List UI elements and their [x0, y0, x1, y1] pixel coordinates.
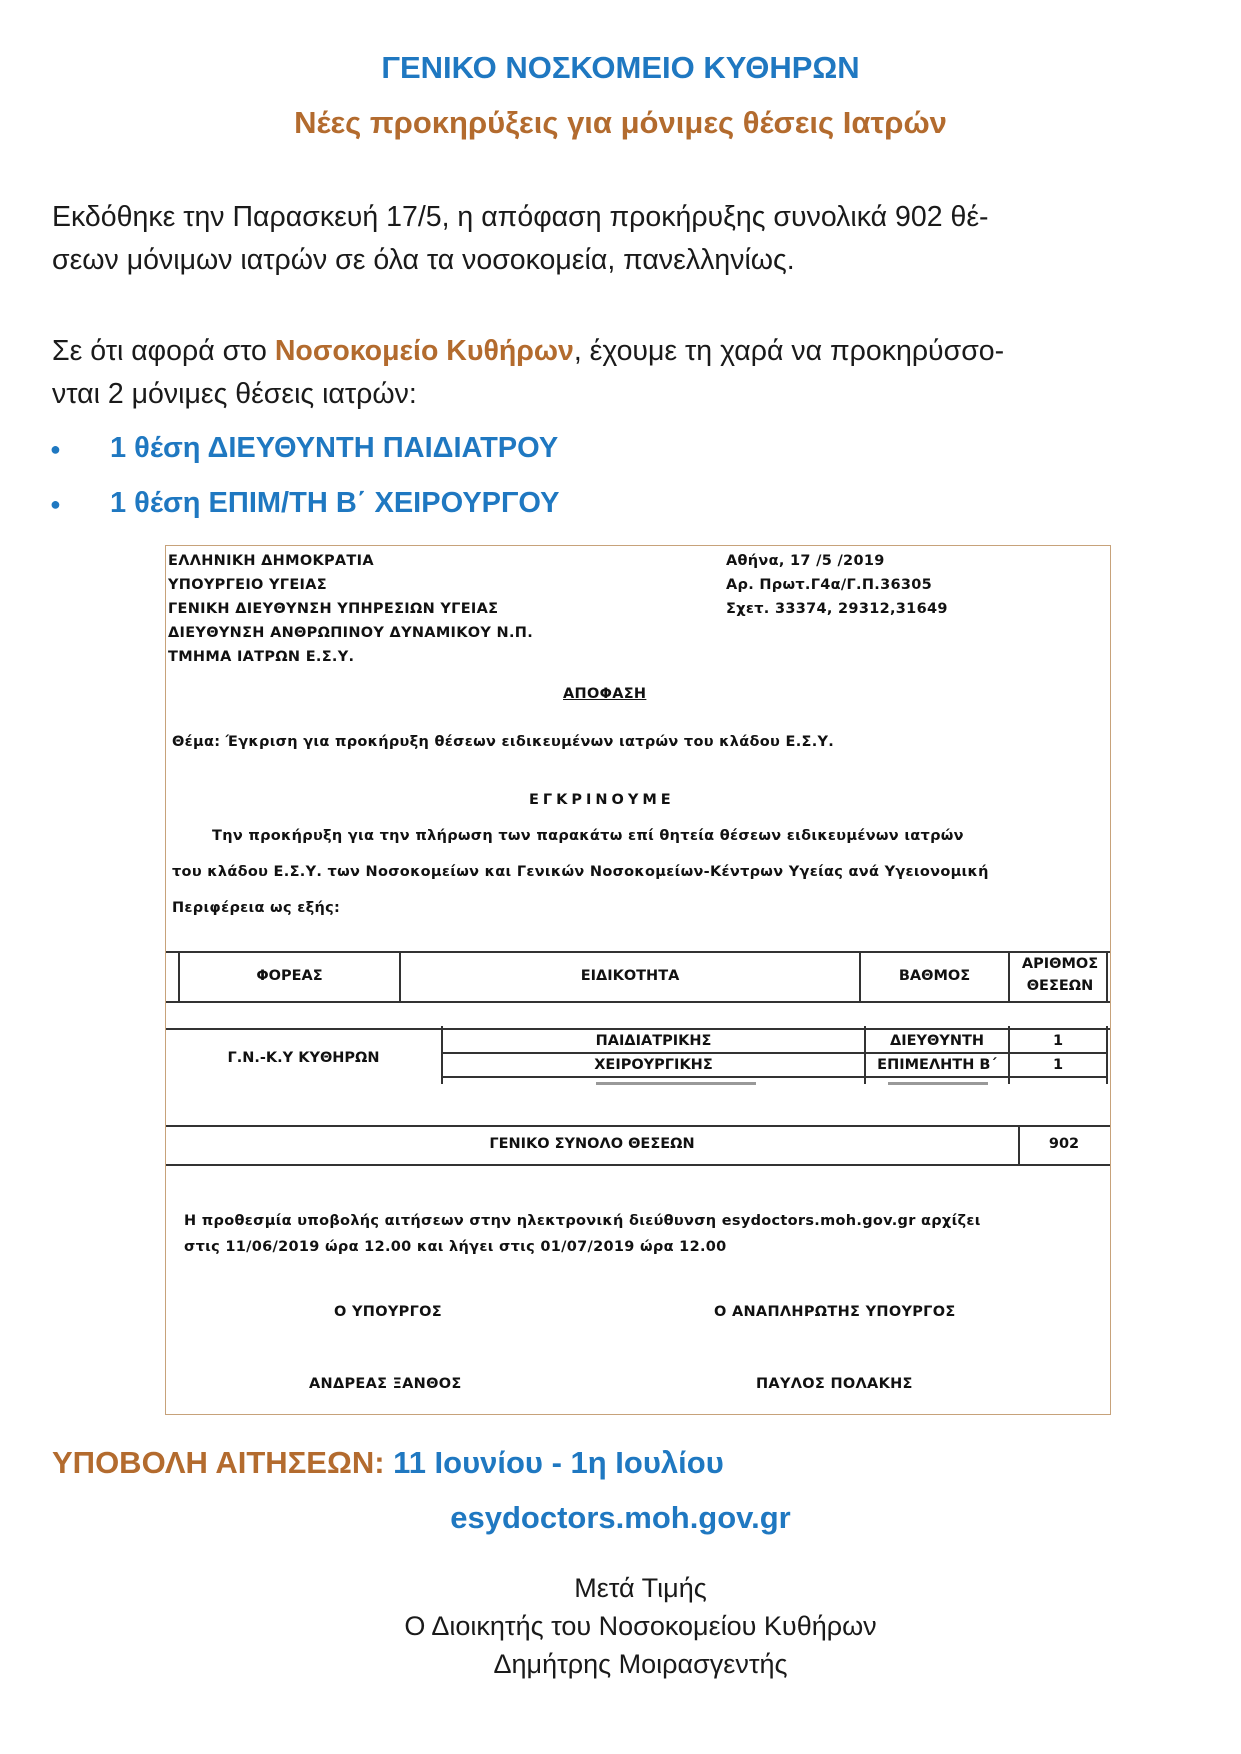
doc-body-line: Περιφέρεια ως εξής:	[172, 900, 341, 916]
table-header-rank: ΒΑΘΜΟΣ	[898, 968, 971, 984]
cropped-row-fragment	[888, 1082, 988, 1085]
doc-related-refs: Σχετ. 33374, 29312,31649	[726, 601, 948, 617]
doc-header-line: ΥΠΟΥΡΓΕΙΟ ΥΓΕΙΑΣ	[168, 577, 327, 593]
table-rule	[166, 1125, 1110, 1127]
cropped-row-fragment	[596, 1082, 756, 1085]
doc-date: Αθήνα, 17 /5 /2019	[726, 553, 885, 569]
table-rule	[441, 1052, 1106, 1054]
table-rule	[1106, 1026, 1108, 1084]
submission-period	[52, 1445, 724, 1481]
table-hospital-cell: Γ.Ν.-Κ.Υ ΚΥΘΗΡΩΝ	[227, 1050, 380, 1066]
table-total-label: ΓΕΝΙΚΟ ΣΥΝΟΛΟ ΘΕΣΕΩΝ	[489, 1136, 695, 1152]
closing-name: Δημήτρης Μοιρασγεντής	[493, 1649, 788, 1679]
doc-subject: Θέμα: Έγκριση για προκήρυξη θέσεων ειδικευμένων ιατρών του κλάδου Ε.Σ.Υ.	[172, 734, 835, 750]
intro-paragraph	[52, 196, 1192, 282]
doc-title: ΑΠΟΦΑΣΗ	[563, 686, 647, 702]
doc-header-line: ΤΜΗΜΑ ΙΑΤΡΩΝ Ε.Σ.Υ.	[168, 649, 355, 665]
position-bullet	[50, 432, 558, 465]
page-subtitle: Νέες προκηρύξεις για μόνιμες θέσεις Ιατρών	[294, 105, 947, 140]
kythera-line-2: νται 2 μόνιμες θέσεις ιατρών:	[52, 378, 417, 410]
submission-dates: 11 Ιουνίου - 1η Ιουλίου	[384, 1445, 724, 1480]
table-rule	[166, 1028, 1110, 1030]
table-count-cell: 1	[1052, 1057, 1064, 1073]
kythera-post: , έχουμε τη χαρά να προκηρύσσο-	[573, 335, 1005, 367]
table-header-count: ΑΡΙΘΜΟΣ	[1021, 956, 1099, 972]
doc-signer-name: ΑΝΔΡΕΑΣ ΞΑΝΘΟΣ	[309, 1376, 462, 1392]
closing-greeting: Μετά Τιμής	[574, 1573, 707, 1603]
table-count-cell: 1	[1052, 1033, 1064, 1049]
table-rule	[166, 1001, 1110, 1003]
intro-line-2: σεων μόνιμων ιατρών σε όλα τα νοσοκομεία, πανελληνίως.	[52, 244, 795, 276]
kythera-pre: Σε ότι αφορά στο	[52, 335, 275, 367]
closing-role: Ο Διοικητής του Νοσοκομείου Κυθήρων	[404, 1611, 877, 1641]
kythera-line-1	[52, 330, 1192, 373]
table-specialty-cell: ΧΕΙΡΟΥΡΓΙΚΗΣ	[594, 1057, 713, 1073]
doc-header-line: ΓΕΝΙΚΗ ΔΙΕΥΘΥΝΣΗ ΥΠΗΡΕΣΙΩΝ ΥΓΕΙΑΣ	[168, 601, 499, 617]
table-rule	[166, 1164, 1110, 1166]
table-total-value: 902	[1048, 1136, 1080, 1152]
doc-header-line: ΕΛΛΗΝΙΚΗ ΔΗΜΟΚΡΑΤΙΑ	[168, 553, 374, 569]
doc-header-line: ΔΙΕΥΘΥΝΣΗ ΑΝΘΡΩΠΙΝΟΥ ΔΥΝΑΜΙΚΟΥ Ν.Π.	[168, 625, 534, 641]
doc-deadline-line: Η προθεσμία υποβολής αιτήσεων στην ηλεκτρονική διεύθυνση esydoctors.moh.gov.gr αρχίζει	[184, 1213, 981, 1229]
doc-signer-title: Ο ΑΝΑΠΛΗΡΩΤΗΣ ΥΠΟΥΡΓΟΣ	[714, 1304, 956, 1320]
table-rank-cell: ΔΙΕΥΘΥΝΤΗ	[889, 1033, 984, 1049]
position-bullet	[50, 487, 560, 520]
table-header-agency: ΦΟΡΕΑΣ	[256, 968, 323, 984]
kythera-hospital-highlight: Νοσοκομείο Κυθήρων	[274, 335, 574, 367]
hospital-name: ΓΕΝΙΚΟ ΝΟΣΚΟΜΕΙΟ ΚΥΘΗΡΩΝ	[381, 50, 860, 85]
decision-document-image	[165, 545, 1111, 1415]
table-specialty-cell: ΠΑΙΔΙΑΤΡΙΚΗΣ	[595, 1033, 712, 1049]
bullet-dot-icon: ●	[50, 493, 61, 514]
intro-line-1: Εκδόθηκε την Παρασκευή 17/5, η απόφαση προκήρυξης συνολικά 902 θέ-	[52, 201, 989, 233]
doc-deadline-line: στις 11/06/2019 ώρα 12.00 και λήγει στις 01/07/2019 ώρα 12.00	[184, 1239, 727, 1255]
position-text: 1 θέση ΕΠΙΜ/ΤΗ Β΄ ΧΕΙΡΟΥΡΓΟΥ	[110, 487, 560, 519]
doc-protocol-number: Αρ. Πρωτ.Γ4α/Γ.Π.36305	[726, 577, 933, 593]
doc-approve-heading: ΕΓΚΡΙΝΟΥΜΕ	[529, 792, 675, 808]
kythera-paragraph	[52, 330, 1192, 416]
table-rule	[166, 951, 1110, 953]
table-rank-cell: ΕΠΙΜΕΛΗΤΗ Β΄	[877, 1057, 997, 1073]
submission-label: ΥΠΟΒΟΛΗ ΑΙΤΗΣΕΩΝ:	[52, 1445, 385, 1480]
application-website: esydoctors.moh.gov.gr	[450, 1500, 791, 1535]
table-header-specialty: ΕΙΔΙΚΟΤΗΤΑ	[580, 968, 680, 984]
table-header-positions: ΘΕΣΕΩΝ	[1026, 978, 1094, 994]
doc-body-line: του κλάδου Ε.Σ.Υ. των Νοσοκομείων και Γενικών Νοσοκομείων-Κέντρων Υγείας ανά Υγειονομική	[172, 864, 989, 880]
doc-signer-title: Ο ΥΠΟΥΡΓΟΣ	[334, 1304, 442, 1320]
position-text: 1 θέση ΔΙΕΥΘΥΝΤΗ ΠΑΙΔΙΑΤΡΟΥ	[110, 432, 559, 464]
doc-body-line: Την προκήρυξη για την πλήρωση των παρακάτω επί θητεία θέσεων ειδικευμένων ιατρών	[212, 828, 964, 844]
table-rule	[441, 1076, 1106, 1078]
doc-signer-name: ΠΑΥΛΟΣ ΠΟΛΑΚΗΣ	[756, 1376, 913, 1392]
bullet-dot-icon: ●	[50, 438, 61, 459]
